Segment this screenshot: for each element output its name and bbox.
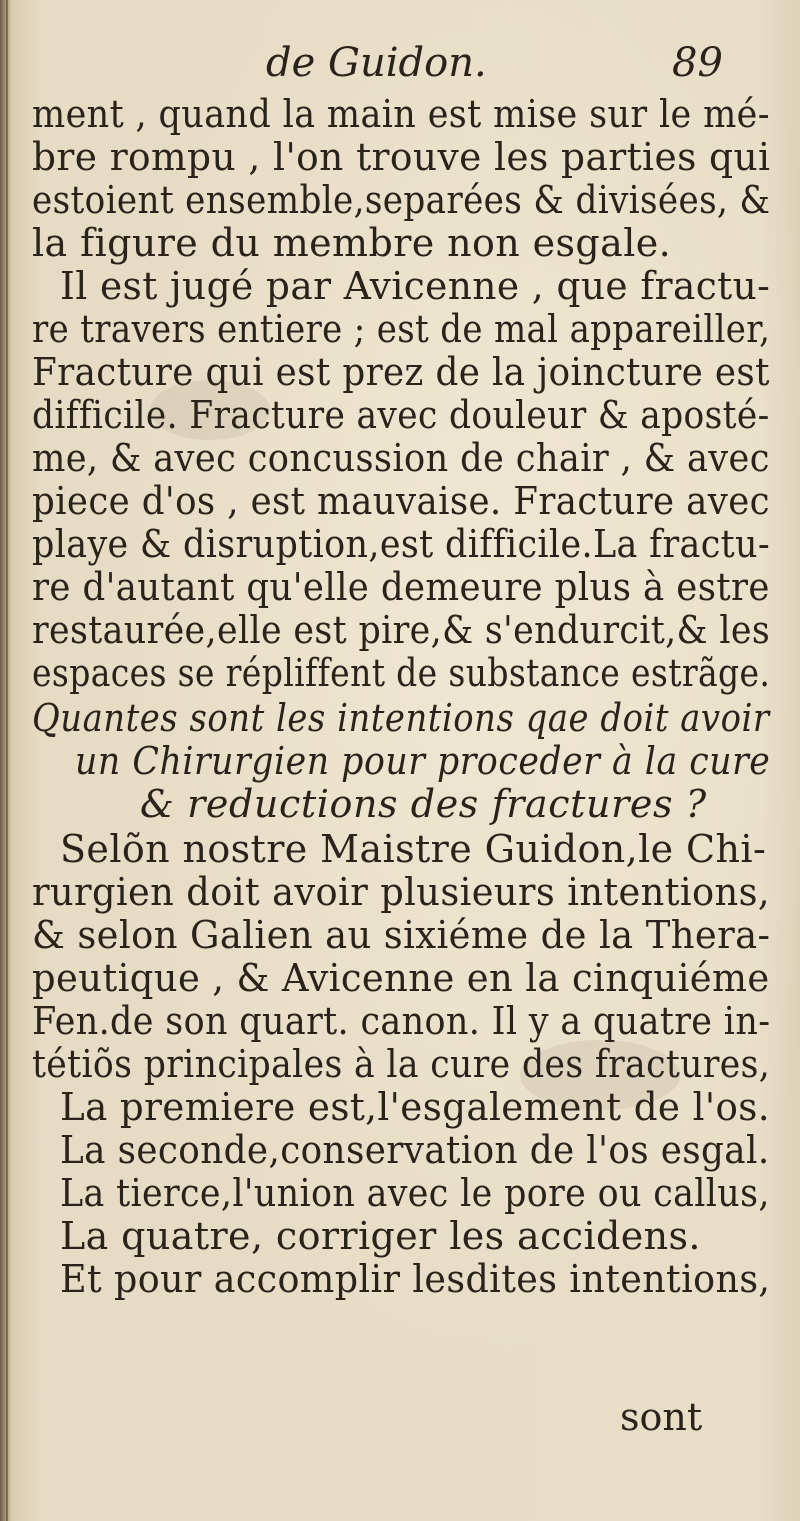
- text-line: La tierce,l'union avec le pore ou callus,: [60, 1171, 770, 1215]
- text-line: espaces se répliffent de substance estrãge.: [32, 651, 771, 695]
- section-heading-line: & reductions des fractures ?: [140, 782, 707, 826]
- text-line: la figure du membre non esgale.: [32, 221, 672, 265]
- text-line: Fen.de son quart. canon. Il y a quatre in-: [32, 999, 771, 1043]
- section-heading-line: un Chirurgien pour proceder à la cure: [75, 739, 771, 783]
- page-header: [0, 38, 800, 88]
- text-line: restaurée,elle est pire,& s'endurcit,& les: [32, 608, 771, 652]
- text-line: estoient ensemble,separées & divisées, &: [32, 178, 771, 222]
- catchword: sont: [620, 1395, 703, 1439]
- page-gutter: [6, 0, 8, 1521]
- text-line: Fracture qui est prez de la joincture est: [32, 350, 770, 394]
- text-line: La seconde,conservation de l'os esgal.: [60, 1128, 770, 1172]
- text-line: Selõn nostre Maistre Guidon,le Chi-: [60, 827, 767, 871]
- text-line: Il est jugé par Avicenne , que fractu-: [60, 264, 771, 308]
- text-line: La quatre, corriger les accidens.: [60, 1214, 701, 1258]
- text-line: tétiõs principales à la cure des fractures,: [32, 1042, 771, 1086]
- text-line: re travers entiere ; est de mal appareiller,: [32, 307, 771, 351]
- text-line: playe & disruption,est difficile.La fractu-: [32, 522, 771, 566]
- text-line: re d'autant qu'elle demeure plus à estre: [32, 565, 770, 609]
- text-line: ment , quand la main est mise sur le mé-: [32, 92, 770, 136]
- text-line: & selon Galien au sixiéme de la Thera-: [32, 913, 771, 957]
- text-line: piece d'os , est mauvaise. Fracture avec: [32, 479, 770, 523]
- running-title: de Guidon.: [266, 40, 487, 86]
- page-number: 89: [672, 40, 723, 86]
- text-line: difficile. Fracture avec douleur & aposté-: [32, 393, 770, 437]
- text-line: La premiere est,l'esgalement de l'os.: [60, 1085, 770, 1129]
- text-line: peutique , & Avicenne en la cinquiéme: [32, 956, 770, 1000]
- section-heading-line: Quantes sont les intentions qae doit avoir: [32, 696, 770, 740]
- text-line: Et pour accomplir lesdites intentions,: [60, 1257, 771, 1301]
- text-line: me, & avec concussion de chair , & avec: [32, 436, 770, 480]
- text-line: bre rompu , l'on trouve les parties qui: [32, 135, 771, 179]
- text-line: rurgien doit avoir plusieurs intentions,: [32, 870, 770, 914]
